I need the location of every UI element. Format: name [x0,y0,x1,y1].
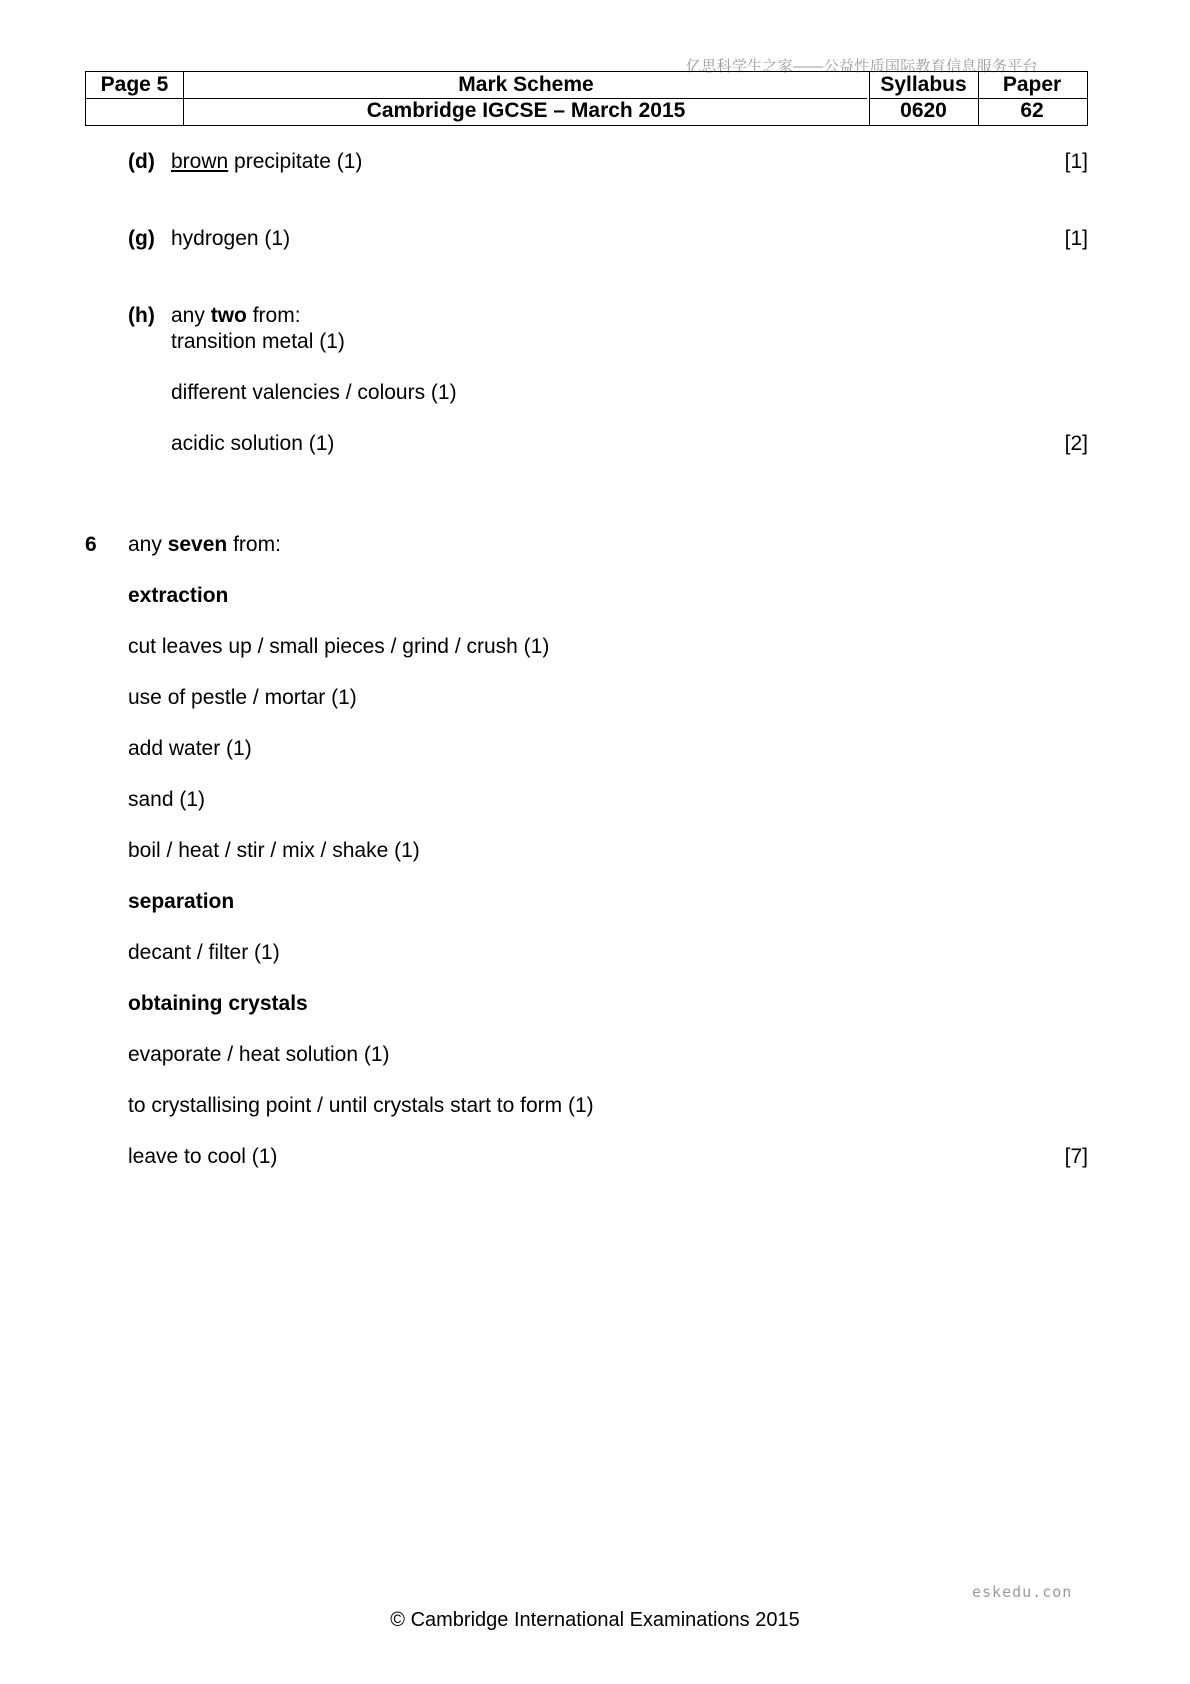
question-number: 6 [85,533,97,556]
answer-line: leave to cool (1) [128,1145,278,1168]
item-g-mark: [1] [1064,227,1088,250]
syllabus-label: Syllabus [880,73,967,96]
item-g-answer: hydrogen (1) [171,227,291,250]
document-subtitle: Cambridge IGCSE – March 2015 [366,99,686,122]
item-label-h: (h) [128,304,155,327]
item-h-intro: any two from: [171,304,301,327]
item-h-line: different valencies / colours (1) [171,381,457,404]
page-number: Page 5 [100,73,169,96]
answer-line: use of pestle / mortar (1) [128,686,357,709]
answer-line: to crystallising point / until crystals start to form (1) [128,1094,594,1117]
document-title: Mark Scheme [458,73,594,96]
answer-line: cut leaves up / small pieces / grind / crush (1) [128,635,550,658]
answer-line: decant / filter (1) [128,941,280,964]
item-d-answer [171,150,362,174]
separation-heading: separation [128,890,235,913]
item-d-rest: precipitate (1) [228,150,363,173]
answer-line: sand (1) [128,788,206,811]
answer-line: boil / heat / stir / mix / shake (1) [128,839,420,862]
watermark-text: 亿思科学生之家——公益性质国际教育信息服务平台 [686,58,1038,75]
item-label-d: (d) [128,150,155,173]
item-h-line: acidic solution (1) [171,432,335,455]
watermark-domain: eskedu.con [972,1583,1073,1601]
syllabus-value: 0620 [900,99,947,122]
paper-label: Paper [1002,73,1062,96]
item-h-mark: [2] [1064,432,1088,455]
item-label-g: (g) [128,227,155,250]
item-d-underlined: brown [171,150,229,173]
item-d-mark: [1] [1064,150,1088,173]
q6-mark: [7] [1064,1145,1088,1168]
paper-value: 62 [1020,99,1044,122]
answer-line: evaporate / heat solution (1) [128,1043,390,1066]
q6-intro: any seven from: [128,533,281,556]
crystals-heading: obtaining crystals [128,992,308,1015]
extraction-heading: extraction [128,584,229,607]
answer-line: add water (1) [128,737,252,760]
item-h-line: transition metal (1) [171,330,345,353]
header-table [85,71,1088,126]
footer-copyright: © Cambridge International Examinations 2015 [390,1609,800,1631]
